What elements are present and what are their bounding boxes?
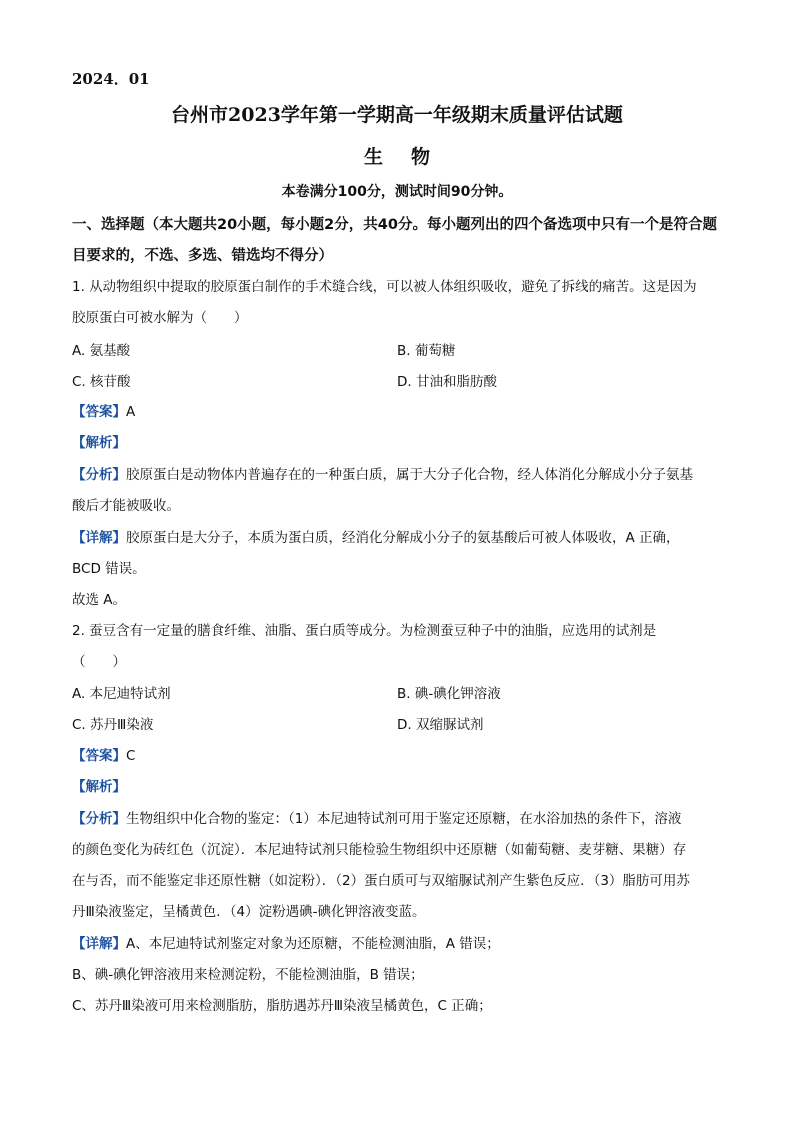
- q1-conclusion: 故选 A。: [72, 592, 127, 608]
- q2-fenxi-line2: 的颜色变化为砖红色（沉淀）．本尼迪特试剂只能检验生物组织中还原糖（如葡萄糖、麦芽糖、果糖）存: [72, 842, 687, 858]
- answer-tag: 【答案】: [72, 404, 126, 420]
- answer-tag: 【答案】: [72, 748, 126, 764]
- q2-fenxi-line1: [72, 807, 732, 827]
- q2-stem-line1: 2. 蚕豆含有一定量的膳食纤维、油脂、蛋白质等成分。为检测蚕豆种子中的油脂，应选用的试剂是: [72, 623, 657, 639]
- q1-fenxi-line1: [72, 463, 732, 483]
- q1-option-d: D. 甘油和脂肪酸: [397, 374, 497, 390]
- q2-fenxi-text1: 生物组织中化合物的鉴定：（1）本尼迪特试剂可用于鉴定还原糖，在水浴加热的条件下，溶液: [126, 811, 682, 827]
- section-heading: 一、选择题（本大题共20小题，每小题2分，共40分。每小题列出的四个备选项中只有一个是符合题目要求的，不选、多选、错选均不得分）: [72, 217, 717, 264]
- fenxi-tag: 【分析】: [72, 811, 126, 827]
- q2-option-d: D. 双缩脲试剂: [397, 717, 484, 733]
- q2-detail-line2: B、碘-碘化钾溶液用来检测淀粉，不能检测油脂，B 错误；: [72, 967, 424, 983]
- fenxi-tag: 【分析】: [72, 467, 126, 483]
- exam-subject: 生物: [363, 146, 458, 168]
- q2-fenxi-line3: 在与否，而不能鉴定非还原性糖（如淀粉）．（2）蛋白质可与双缩脲试剂产生紫色反应．（3）脂肪可用苏: [72, 873, 690, 889]
- exam-date: 2024．01: [72, 70, 150, 88]
- analysis-tag: 【解析】: [72, 435, 126, 451]
- q2-option-b: B. 碘-碘化钾溶液: [397, 686, 501, 702]
- q2-stem-line2: （ ）: [72, 654, 126, 670]
- q1-option-b: B. 葡萄糖: [397, 343, 456, 359]
- q1-option-c: C. 核苷酸: [72, 374, 131, 390]
- q2-answer-value: C: [126, 748, 136, 764]
- q1-detail-line2: BCD 错误。: [72, 561, 146, 577]
- exam-title: 台州市2023学年第一学期高一年级期末质量评估试题: [171, 104, 623, 126]
- q1-option-a: A. 氨基酸: [72, 343, 131, 359]
- q2-analysis: [72, 775, 732, 795]
- q1-detail-text1: 胶原蛋白是大分子，本质为蛋白质，经消化分解成小分子的氨基酸后可被人体吸收，A 正确，: [126, 530, 680, 546]
- q1-stem-line2: 胶原蛋白可被水解为（ ）: [72, 310, 248, 326]
- q2-answer: [72, 744, 732, 764]
- q1-analysis: [72, 431, 732, 451]
- q1-fenxi-line2: 酸后才能被吸收。: [72, 498, 180, 514]
- q1-detail-line1: [72, 526, 732, 546]
- analysis-tag: 【解析】: [72, 779, 126, 795]
- q2-detail-line3: C、苏丹Ⅲ染液可用来检测脂肪，脂肪遇苏丹Ⅲ染液呈橘黄色，C 正确；: [72, 998, 492, 1014]
- q1-stem-line1: 1. 从动物组织中提取的胶原蛋白制作的手术缝合线，可以被人体组织吸收，避免了拆线的痛苦。这是因为: [72, 279, 697, 295]
- q2-fenxi-line4: 丹Ⅲ染液鉴定，呈橘黄色．（4）淀粉遇碘-碘化钾溶液变蓝。: [72, 904, 426, 920]
- exam-meta: 本卷满分100分，测试时间90分钟。: [281, 184, 513, 200]
- q1-answer-value: A: [126, 404, 136, 420]
- q2-option-a: A. 本尼迪特试剂: [72, 686, 171, 702]
- detail-tag: 【详解】: [72, 936, 126, 952]
- detail-tag: 【详解】: [72, 530, 126, 546]
- q2-option-c: C. 苏丹Ⅲ染液: [72, 717, 154, 733]
- q1-answer: [72, 400, 732, 420]
- q2-detail-text1: A、本尼迪特试剂鉴定对象为还原糖，不能检测油脂，A 错误；: [126, 936, 500, 952]
- q2-detail-line1: [72, 932, 732, 952]
- q1-fenxi-text1: 胶原蛋白是动物体内普遍存在的一种蛋白质，属于大分子化合物，经人体消化分解成小分子氨基: [126, 467, 693, 483]
